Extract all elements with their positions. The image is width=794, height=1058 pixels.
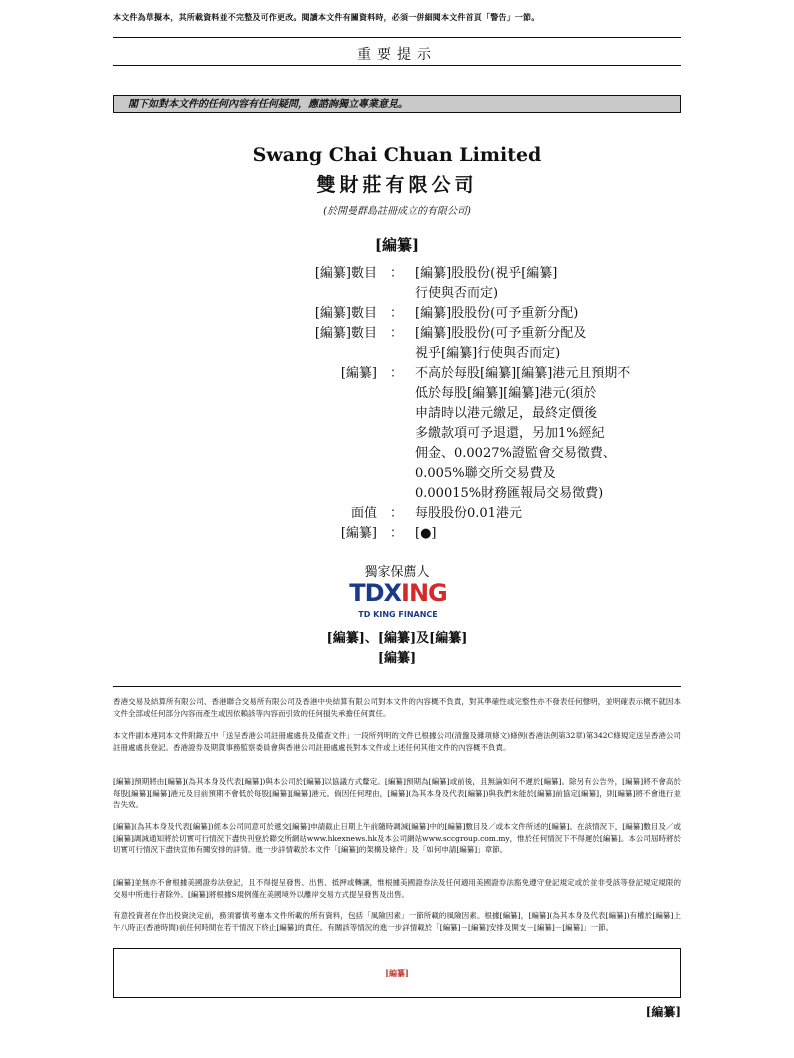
page-footer: [編纂] [645, 1005, 681, 1019]
term-value: [編纂]股股份(視乎[編纂] 行使與否而定) [415, 266, 558, 301]
term-value: [編纂]股股份(可予重新分配及 視乎[編纂]行使與否而定) [415, 326, 587, 361]
redacted-box: [編纂] [113, 948, 681, 998]
disclaimer-paragraph: 本文件副本連同本文件附錄五中「送呈香港公司註冊處處長及備查文件」一段所列明的文件已根據公司(清盤及雜項條文)條例(香港法例第32章)第342C條規定送呈香港公司註冊處處長登記。香港證券及期貨事務監察委員會與香港公司註冊處處長對本文件或上述任何其他文件的內容概不負責。 [113, 731, 681, 752]
term-colon: ： [390, 506, 404, 521]
term-colon: ： [390, 326, 404, 341]
company-name-zh: 雙財莊有限公司 [316, 174, 478, 196]
company-name-en: Swang Chai Chuan Limited [252, 144, 542, 166]
divider [113, 37, 681, 38]
managers-line: [編纂] [377, 651, 417, 666]
term-value: [●] [415, 526, 437, 541]
term-colon: ： [390, 266, 404, 281]
sponsor-label: 獨家保薦人 [364, 565, 430, 580]
advice-notice: 閣下如對本文件的任何內容有任何疑問，應諮詢獨立專業意見。 [113, 95, 681, 113]
term-colon: ： [390, 306, 404, 321]
disclaimer-paragraph: [編纂](為其本身及代表[編纂])經本公司同意可於遞交[編纂]申請截止日期上午前隨時調減[編纂]中的[編纂]數目及／或本文件所述的[編纂]。在該情況下，[編纂]數目及／或[編纂]調減通知將於切實可行情況下盡快刊登於聯交所網站www.hkexnews.hk及本公司網站www.sccgroup.com.my，惟於任何情況下不得遲於[編纂]。本公司屆時將於切實可行情況下盡快宣佈有關安排的詳情。進一步詳情載於本文件「[編纂]的架構及條件」及「如何申請[編纂]」章節。 [113, 822, 681, 854]
draft-notice: 本文件為草擬本，其所載資料並不完整及可作更改。閱讀本文件有關資料時，必須一併細閱本文件首頁「警告」一節。 [113, 12, 540, 22]
disclaimer-paragraph: 香港交易及結算所有限公司、香港聯合交易所有限公司及香港中央結算有限公司對本文件的內容概不負責，對其準確性或完整性亦不發表任何聲明，並明確表示概不就因本文件全部或任何部分內容而產生或因依賴該等內容而引致的任何損失承擔任何責任。 [113, 697, 681, 718]
managers-line: [編纂]、[編纂]及[編纂] [326, 631, 468, 646]
disclaimer-paragraph: [編纂]預期將由[編纂](為其本身及代表[編纂])與本公司於[編纂]以協議方式釐定。[編纂]預期為[編纂]或前後，且無論如何不遲於[編纂]。除另有公告外，[編纂]將不會高於每股[編纂][編纂]港元及目前預期不會低於每股[編纂][編纂]港元。倘因任何理由，[編纂](為其本身及代表[編纂])與我們未能於[編纂]前協定[編纂]，則[編纂]將不會進行並告失效。 [113, 777, 681, 809]
term-value: 每股股份0.01港元 [415, 506, 522, 521]
td-king-logo: TDXING TD KING FINANCE [349, 579, 447, 619]
term-value: 不高於每股[編纂][編纂]港元且預期不 低於每股[編纂][編纂]港元(須於 申請時以港元繳足，最終定價後 多繳款項可予退還，另加1%經紀 佣金、0.0027%證監會交易徵費、 0.005%聯交所交易費及 0.00015%財務匯報局交易徵費) [415, 366, 631, 501]
important-heading: 重要提示 [357, 47, 437, 63]
term-colon: ： [390, 366, 404, 381]
disclaimer-paragraph: 有意投資者在作出投資決定前，務須審慎考慮本文件所載的所有資料，包括「風險因素」一節所載的風險因素。根據[編纂]，[編纂](為其本身及代表[編纂])有權於[編纂]上午八時正(香港時間)前任何時間在若干情況下終止[編纂]的責任。有關該等情況的進一步詳情載於「[編纂]－[編纂]安排及開支－[編纂]－[編纂]」一節。 [113, 911, 681, 932]
disclaimer-paragraph: [編纂]並無亦不會根據美國證券法登記，且不得提呈發售、出售、抵押或轉讓，惟根據美國證券法及任何適用美國證券法豁免遵守登記規定或於並非受該等登記規定規限的交易中所進行者除外。[編纂]將根據S規例僅在美國境外以離岸交易方式提呈發售及出售。 [113, 878, 681, 899]
divider [113, 686, 681, 687]
incorporation-note: (於開曼群島註冊成立的有限公司) [323, 206, 471, 217]
term-colon: ： [390, 526, 404, 541]
offer-heading: [編纂] [374, 236, 420, 254]
divider [113, 65, 681, 66]
term-value: [編纂]股股份(可予重新分配) [415, 306, 579, 321]
document-page: 本文件為草擬本，其所載資料並不完整及可作更改。閱讀本文件有關資料時，必須一併細閱本文件首頁「警告」一節。 重要提示 閣下如對本文件的任何內容有任何疑問，應諮詢獨立專業意見。 Swang Chai Chuan Limited 雙財莊有限公司 (於開曼群島註冊成立的有限公司) [編纂] [編纂]數目 ： [編纂]股股份(視乎[編纂] 行使與否而定) [編纂]數目 ： [編纂]股股份(可予重新分配) [編纂]數目 ： [編纂]股股份(可予重新分配及 視乎[編纂]行使與否而定) [編纂] ： 不高於每股[編纂][編纂]港元且預期不 低於每股[編纂][編纂]港元(須於 申請時以港元繳足，最終定價後 多繳款項可予退還，另加1%經紀 佣金、0.0027%證監會交易徵費、 0.005%聯交所交易費及 0.00015%財務匯報局交易徵費) 面值 ： 每股股份0.01港元 [編纂] ： [●] 獨家保薦人 TDXING TD KING FINANCE [編纂]、[編纂]及[編纂] [編纂] 香港交易及結算所有限公司、香港聯合交易所有限公司及香港中央結算有限公司對本文件的內容概不負責，對其準確性或完整性亦不發表任何聲明，並明確表示概不就因本文件全部或任何部分內容而產生或因依賴該等內容而引致的任何損失承擔任何責任。 本文件副本連同本文件附錄五中「送呈香港公司註冊處處長及備查文件」一段所列明的文件已根據公司(清盤及雜項條文)條例(香港法例第32章)第342C條規定送呈香港公司註冊處處長登記。香港證券及期貨事務監察委員會與香港公司註冊處處長對本文件或上述任何其他文件的內容概不負責。 [編纂]預期將由[編纂](為其本身及代表[編纂])與本公司於[編纂]以協議方式釐定。[編纂]預期為[編纂]或前後，且無論如何不遲於[編纂]。除另有公告外，[編纂]將不會高於每股[編纂][編纂]港元及目前預期不會低於每股[編纂][編纂]港元。倘因任何理由，[編纂](為其本身及代表[編纂])與我們未能於[編纂]前協定[編纂]，則[編纂]將不會進行並告失效。 [編纂](為其本身及代表[編纂])經本公司同意可於遞交[編纂]申請截止日期上午前隨時調減[編纂]中的[編纂]數目及／或本文件所述的[編纂]。在該情況下，[編纂]數目及／或[編纂]調減通知將於切實可行情況下盡快刊登於聯交所網站www.hkexnews.hk及本公司網站www.sccgroup.com.my，惟於任何情況下不得遲於[編纂]。本公司屆時將於切實可行情況下盡快宣佈有關安排的詳情。進一步詳情載於本文件「[編纂]的架構及條件」及「如何申請[編纂]」章節。 [編纂]並無亦不會根據美國證券法登記，且不得提呈發售、出售、抵押或轉讓，惟根據美國證券法及任何適用美國證券法豁免遵守登記規定或於並非受該等登記規定規限的交易中所進行者除外。[編纂]將根據S規例僅在美國境外以離岸交易方式提呈發售及出售。 有意投資者在作出投資決定前，務須審慎考慮本文件所載的所有資料，包括「風險因素」一節所載的風險因素。根據[編纂]，[編纂](為其本身及代表[編纂])有權於[編纂]上午八時正(香港時間)前任何時間在若干情況下終止[編纂]的責任。有關該等情況的進一步詳情載於「[編纂]－[編纂]安排及開支－[編纂]－[編纂]」一節。 [編纂] [編纂] [113, 12, 681, 1019]
